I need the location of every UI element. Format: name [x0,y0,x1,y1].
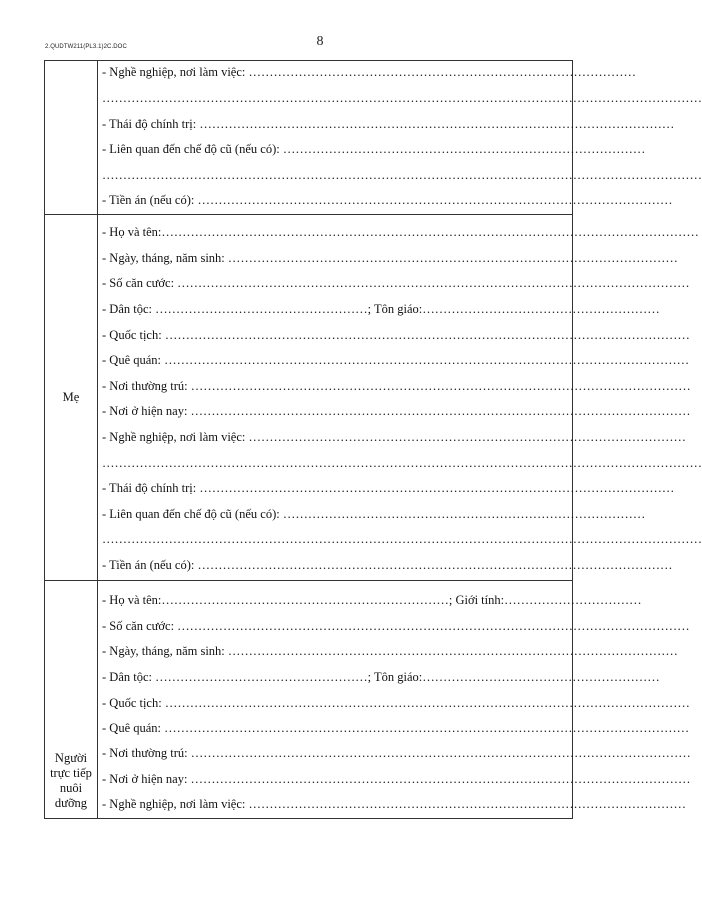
nationality-line: - Quốc tịch: ……………………………………………………………………………………………………………… [102,696,690,710]
form-table [44,60,702,819]
hometown-line: - Quê quán: ……………………………………………………………………………………………………………… [102,721,690,735]
political-attitude-line: - Thái độ chính trị: …………………………………………………………………………………………………… [102,117,675,131]
former-regime-line: - Liên quan đến chế độ cũ (nếu có): …………………………………………………………………………… [102,507,646,521]
occupation-continuation-line: ……………………………………………………………………………………………………………………………… [102,91,702,105]
full-name-gender-line: - Họ và tên:……………………………………………………………; Giới tính:…………………………… [102,593,642,607]
document-code: 2.QUDTW211(PL3.1)2C.DOC [45,44,127,50]
occupation-line: - Nghề nghiệp, nơi làm việc: …………………………………………………………………………………………… [102,430,687,444]
criminal-record-line: - Tiền án (nếu có): …………………………………………………………………………………………………… [102,558,673,572]
page-number: 8 [316,34,324,49]
section-label: Người trực tiếp nuôi dưỡng [50,751,92,810]
occupation-line: - Nghề nghiệp, nơi làm việc: ………………………………………………………………………………… [102,65,637,79]
id-number-line: - Số căn cước: …………………………………………………………………………………………………………… [102,276,690,290]
date-of-birth-line: - Ngày, tháng, năm sinh: ……………………………………………………………………………………………… [102,251,678,265]
criminal-record-line: - Tiền án (nếu có): …………………………………………………………………………………………………… [102,193,673,207]
ethnicity-religion-line: - Dân tộc: ……………………………………………; Tôn giáo:………………………………………………… [102,670,660,684]
former-regime-continuation-line: ……………………………………………………………………………………………………………………………… [102,532,702,546]
former-regime-continuation-line: ……………………………………………………………………………………………………………………………… [102,168,702,182]
section-continuation [45,61,702,215]
permanent-residence-line: - Nơi thường trú: ………………………………………………………………………………………………………… [102,746,691,760]
section-label-cell [45,581,98,819]
section-content [98,581,691,819]
full-name-line: - Họ và tên:………………………………………………………………………………………………………………… [102,225,699,239]
political-attitude-line: - Thái độ chính trị: …………………………………………………………………………………………………… [102,481,675,495]
section-content [98,215,702,580]
section-label-cell [45,215,98,580]
former-regime-line: - Liên quan đến chế độ cũ (nếu có): …………………………………………………………………………… [102,142,646,156]
nationality-line: - Quốc tịch: ……………………………………………………………………………………………………………… [102,328,690,342]
ethnicity-religion-line: - Dân tộc: ……………………………………………; Tôn giáo:………………………………………………… [102,302,660,316]
current-residence-line: - Nơi ở hiện nay: ………………………………………………………………………………………………………… [102,404,691,418]
permanent-residence-line: - Nơi thường trú: ………………………………………………………………………………………………………… [102,379,691,393]
section-label-cell [45,61,98,214]
occupation-continuation-line: ……………………………………………………………………………………………………………………………… [102,456,702,470]
id-number-line: - Số căn cước: …………………………………………………………………………………………………………… [102,619,690,633]
hometown-line: - Quê quán: ……………………………………………………………………………………………………………… [102,353,690,367]
section-caregiver [45,581,691,819]
occupation-line: - Nghề nghiệp, nơi làm việc: …………………………………………………………………………………………… [102,797,687,811]
section-content [98,61,702,214]
section-label: Mẹ [62,390,80,404]
section-mother [45,215,702,581]
current-residence-line: - Nơi ở hiện nay: ………………………………………………………………………………………………………… [102,772,691,786]
date-of-birth-line: - Ngày, tháng, năm sinh: ……………………………………………………………………………………………… [102,644,678,658]
